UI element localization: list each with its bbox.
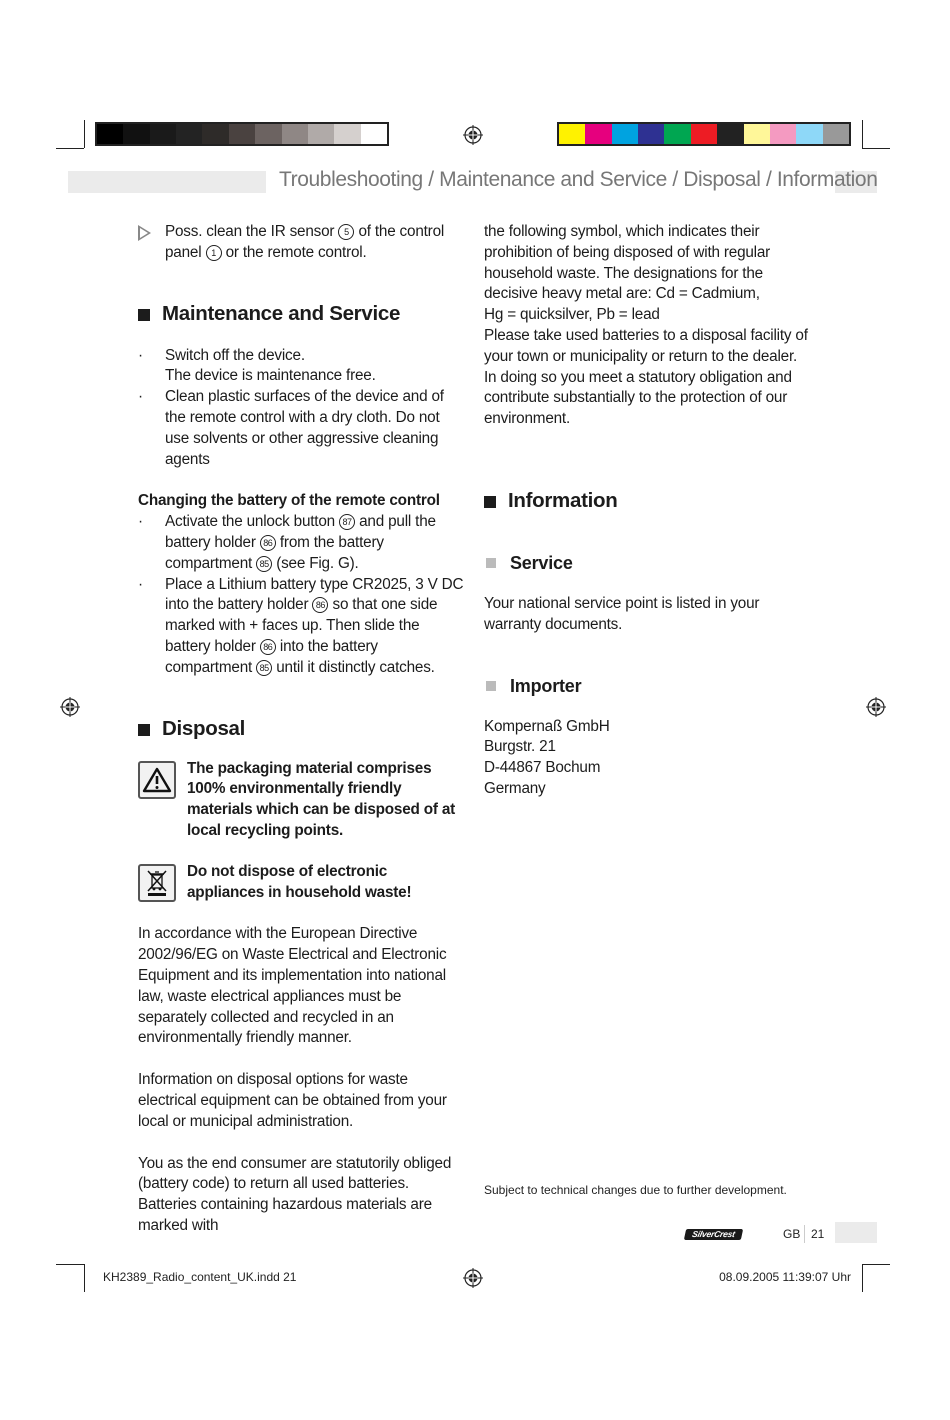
color-swatch bbox=[585, 124, 611, 144]
warning-packaging: The packaging material comprises 100% environmentally friendly materials which can be disposed of at local recycling points. bbox=[138, 759, 464, 842]
color-swatch bbox=[202, 124, 228, 144]
paragraph: the following symbol, which indicates their prohibition of being disposed of with regular household waste. The designations for the decisive heavy metal are: Cd = Cadmium, bbox=[484, 223, 771, 303]
color-swatch bbox=[638, 124, 664, 144]
warning-triangle-icon bbox=[138, 761, 176, 799]
color-swatch bbox=[123, 124, 149, 144]
ref-number: 86 bbox=[260, 639, 276, 655]
registration-mark-icon bbox=[60, 697, 80, 717]
arrow-bullet-icon bbox=[138, 225, 151, 241]
paragraph: Information on disposal options for waste electrical equipment can be obtained from your local or municipal administration. bbox=[138, 1071, 447, 1130]
footer-bar-right bbox=[835, 1222, 877, 1243]
subsection-heading-importer: Importer bbox=[484, 675, 808, 697]
color-swatch bbox=[308, 124, 334, 144]
list-item: · Switch off the device. The device is maintenance free. bbox=[138, 346, 376, 385]
paragraph: Hg = quicksilver, Pb = lead bbox=[484, 306, 660, 324]
page-number: 21 bbox=[811, 1227, 825, 1241]
crop-mark bbox=[862, 148, 890, 149]
tip-item: Poss. clean the IR sensor 5 of the control panel 1 or the remote control. bbox=[138, 222, 464, 264]
crossed-bin-icon bbox=[138, 864, 176, 902]
warning-weee: Do not dispose of electronic appliances in household waste! bbox=[138, 862, 464, 904]
right-column bbox=[484, 222, 808, 800]
ref-number: 86 bbox=[260, 535, 276, 551]
section-heading-disposal: Disposal bbox=[138, 717, 464, 741]
square-bullet-icon bbox=[138, 724, 150, 736]
color-swatch bbox=[691, 124, 717, 144]
square-bullet-icon bbox=[138, 309, 150, 321]
color-swatch bbox=[612, 124, 638, 144]
color-swatch bbox=[176, 124, 202, 144]
square-bullet-icon bbox=[486, 681, 496, 691]
crop-mark bbox=[84, 120, 85, 148]
square-bullet-icon bbox=[486, 558, 496, 568]
paragraph: Your national service point is listed in your warranty documents. bbox=[484, 594, 760, 633]
color-swatch bbox=[664, 124, 690, 144]
color-swatch bbox=[97, 124, 123, 144]
importer-address: Kompernaß GmbH Burgstr. 21 D-44867 Bochum Germany bbox=[484, 717, 610, 797]
color-swatch bbox=[823, 124, 849, 144]
color-swatch bbox=[282, 124, 308, 144]
color-swatch bbox=[744, 124, 770, 144]
list-item: · Place a Lithium battery type CR2025, 3 V DC into the battery holder 86 so that one side marked with + faces up. Then slide the battery holder 86 into the battery compartment 85 until it distinctly catches. bbox=[138, 575, 464, 676]
color-swatch bbox=[361, 124, 387, 144]
process-color-bar bbox=[557, 122, 851, 146]
ref-number: 5 bbox=[338, 224, 354, 240]
crop-mark bbox=[84, 1264, 85, 1292]
header-bar-left bbox=[68, 171, 266, 193]
page-number-divider bbox=[804, 1225, 805, 1243]
ref-number: 87 bbox=[339, 514, 355, 530]
ref-number: 85 bbox=[256, 556, 272, 572]
list-item: · Clean plastic surfaces of the device and of the remote control with a dry cloth. Do not use solvents or other aggressive cleaning agents bbox=[138, 388, 444, 468]
color-swatch bbox=[255, 124, 281, 144]
left-column bbox=[138, 222, 464, 1237]
print-file-name: KH2389_Radio_content_UK.indd 21 bbox=[103, 1270, 297, 1284]
ref-number: 1 bbox=[206, 245, 222, 261]
brand-logo: SilverCrest bbox=[684, 1229, 743, 1240]
crop-mark bbox=[862, 1264, 863, 1292]
registration-mark-icon bbox=[463, 1268, 483, 1288]
section-heading-information: Information bbox=[484, 489, 808, 513]
crop-mark bbox=[56, 148, 84, 149]
print-timestamp: 08.09.2005 11:39:07 Uhr bbox=[719, 1270, 851, 1284]
ref-number: 86 bbox=[312, 597, 328, 613]
maintenance-list bbox=[138, 346, 464, 471]
color-swatch bbox=[334, 124, 360, 144]
crop-mark bbox=[56, 1264, 84, 1265]
grayscale-color-bar bbox=[95, 122, 389, 146]
page-title: Troubleshooting / Maintenance and Service / Disposal / Information bbox=[279, 168, 878, 191]
subheading-battery: Changing the battery of the remote control bbox=[138, 492, 440, 510]
crop-mark bbox=[862, 1264, 890, 1265]
color-swatch bbox=[717, 124, 743, 144]
section-heading-maintenance: Maintenance and Service bbox=[138, 302, 464, 326]
color-swatch bbox=[229, 124, 255, 144]
list-item: · Activate the unlock button 87 and pull the battery holder 86 from the battery compartment 85 (see Fig. G). bbox=[138, 513, 436, 572]
color-swatch bbox=[559, 124, 585, 144]
registration-mark-icon bbox=[866, 697, 886, 717]
color-swatch bbox=[796, 124, 822, 144]
color-swatch bbox=[770, 124, 796, 144]
square-bullet-icon bbox=[484, 496, 496, 508]
crop-mark bbox=[862, 120, 863, 148]
registration-mark-icon bbox=[463, 125, 483, 145]
technical-changes-note: Subject to technical changes due to further development. bbox=[484, 1183, 787, 1197]
battery-list bbox=[138, 512, 464, 678]
paragraph: You as the end consumer are statutorily obliged (battery code) to return all used batteries. Batteries containing hazardous materials are marked with bbox=[138, 1154, 452, 1234]
paragraph: In accordance with the European Directive 2002/96/EG on Waste Electrical and Electronic Equipment and its implementation into national law, waste electrical appliances must be separately collected and recycled in an environmentally friendly manner. bbox=[138, 925, 447, 1047]
color-swatch bbox=[150, 124, 176, 144]
ref-number: 85 bbox=[256, 660, 272, 676]
paragraph: Please take used batteries to a disposal facility of your town or municipality or return to the dealer. In doing so you meet a statutory obligation and contribute substantially to the protection of our environment. bbox=[484, 326, 808, 428]
subsection-heading-service: Service bbox=[484, 552, 808, 574]
language-code: GB bbox=[783, 1227, 801, 1241]
